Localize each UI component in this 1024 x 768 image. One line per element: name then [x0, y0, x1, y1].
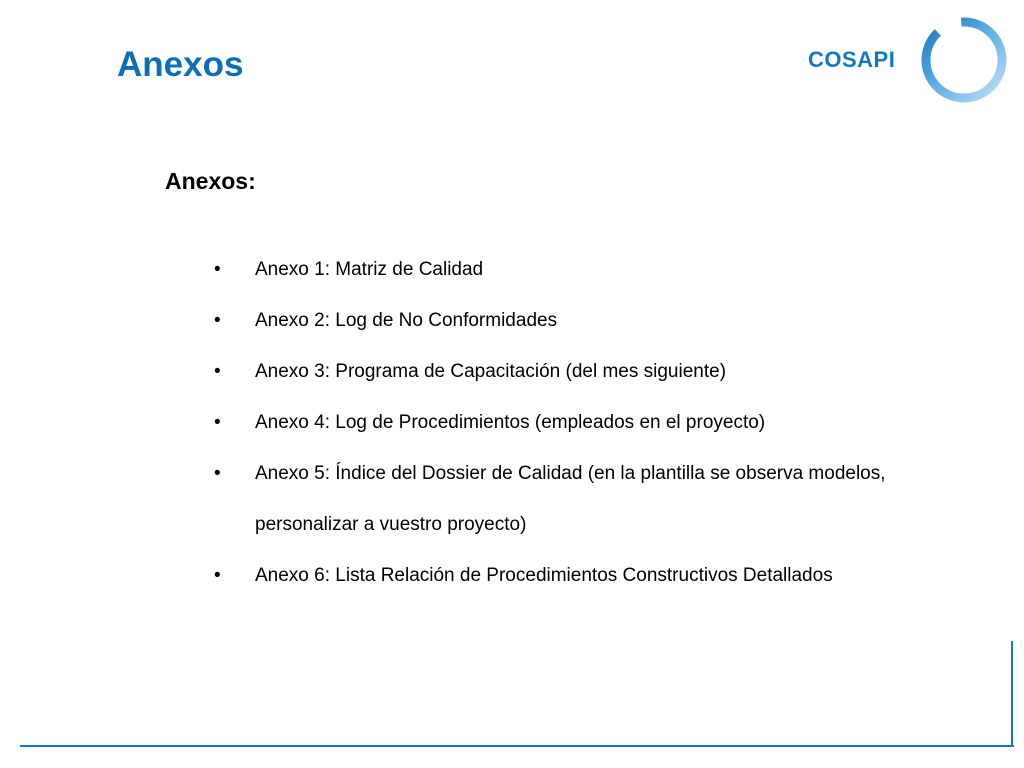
annex-item-text: Anexo 5: Índice del Dossier de Calidad (en la plantilla se observa modelos, personalizar a vuestro proyecto) [255, 463, 886, 535]
annex-item-3 [210, 346, 970, 397]
frame-bottom-line [20, 745, 1014, 747]
annex-item-text: Anexo 4: Log de Procedimientos (empleados en el proyecto) [255, 412, 766, 433]
bullet-icon: • [214, 463, 221, 484]
annex-item-1 [210, 244, 970, 295]
frame-right-line [1011, 641, 1013, 747]
annex-list [210, 244, 970, 601]
bullet-icon: • [214, 361, 221, 382]
cosapi-logo [800, 14, 1012, 108]
logo-wordmark: COSAPI [808, 47, 896, 72]
bullet-icon: • [214, 259, 221, 280]
annex-item-6 [210, 550, 970, 601]
logo-ring-icon [918, 14, 1010, 106]
bullet-icon: • [214, 565, 221, 586]
annex-item-5 [210, 448, 970, 550]
annex-item-2 [210, 295, 970, 346]
annex-item-text: Anexo 1: Matriz de Calidad [255, 259, 484, 280]
bullet-icon: • [214, 412, 221, 433]
annex-item-text: Anexo 6: Lista Relación de Procedimientos Constructivos Detallados [255, 565, 833, 586]
annex-item-4 [210, 397, 970, 448]
section-heading: Anexos: [165, 168, 256, 194]
annex-item-text: Anexo 3: Programa de Capacitación (del mes siguiente) [255, 361, 727, 382]
bullet-icon: • [214, 310, 221, 331]
slide-title: Anexos [117, 45, 244, 84]
annex-item-text: Anexo 2: Log de No Conformidades [255, 310, 558, 331]
